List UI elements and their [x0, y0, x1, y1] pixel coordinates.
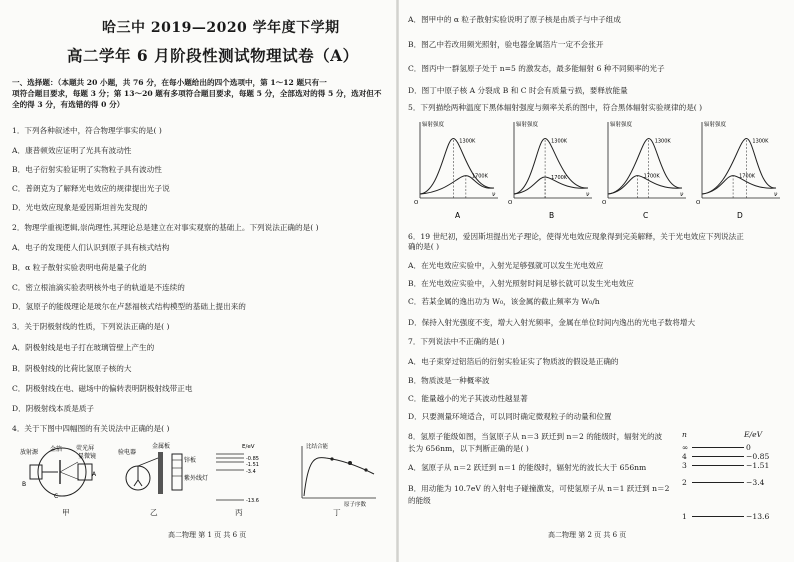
figure-bing-caption: 丙 — [235, 508, 243, 517]
q3-option-a: A．阴极射线是电子打在玻璃管壁上产生的 — [12, 343, 155, 352]
energy-level-2-n: 2 — [682, 478, 687, 487]
q4-option-a: A．图甲中的 α 粒子散射实验说明了原子核是由质子与中子组成 — [408, 15, 621, 24]
graph-origin: O — [414, 200, 419, 206]
figure-yi-caption: 乙 — [150, 508, 158, 517]
energy-e-header: E/eV — [744, 430, 763, 439]
q2-option-c: C．密立根油滴实验表明核外电子的轨道是不连续的 — [12, 283, 185, 292]
jia-label-foil: 金箔 — [50, 446, 63, 453]
temperature-label: 1700K — [739, 173, 756, 180]
q6-option-c: C．若某金属的逸出功为 W₀，该金属的截止频率为 W₀/h — [408, 297, 600, 306]
q7-option-b: B．物质波是一种概率波 — [408, 376, 490, 385]
graph-letter: C — [643, 211, 649, 220]
q7-option-a: A．电子束穿过铝箔后的衍射实验证实了物质波的假设是正确的 — [408, 357, 619, 366]
temperature-label: 1300K — [752, 138, 769, 145]
figure-ding-binding-energy — [292, 440, 380, 510]
yi-label-zinc-plate: 锌板 — [184, 457, 197, 464]
instructions-line-1: 一、选择题：（本题共 20 小题，共 76 分，在每小题给出的四个选项中，第 1～12 题只有一 — [12, 78, 327, 87]
q1-stem: 1．下列各种叙述中，符合物理学事实的是( ) — [12, 126, 162, 135]
temperature-label: 1300K — [551, 138, 568, 145]
ding-axis-y-label: 比结合能 — [306, 444, 329, 450]
left-page-footer: 高二物理 第 1 页 共 6 页 — [168, 531, 247, 539]
curve-high-temp — [420, 139, 494, 195]
graph-y-label: 辐射强度 — [516, 122, 539, 128]
graph-x-label: ν — [680, 191, 684, 198]
energy-n-header: n — [682, 430, 687, 439]
q7-stem: 7．下列说法中不正确的是( ) — [408, 337, 505, 346]
energy-level-2-e: −3.4 — [746, 478, 765, 487]
bing-level-1: -0.85 — [246, 456, 259, 462]
figure-yi-electroscope — [118, 440, 210, 510]
figure-jia-alpha-scattering — [20, 440, 100, 510]
q6-stem-line-1: 6．19 世纪初，爱因斯坦提出光子理论，使得光电效应现象得到完美解释，关于光电效应下列说法正 — [408, 232, 744, 241]
q3-option-c: C．阴极射线在电、磁场中的偏转表明阴极射线带正电 — [12, 384, 193, 393]
energy-level-2-line — [692, 482, 744, 483]
jia-label-screen: 荧光屏 — [76, 445, 95, 452]
q1-option-c: C．普朗克为了解释光电效应的规律提出光子说 — [12, 184, 170, 193]
blackbody-graph-d — [696, 120, 780, 220]
ding-axis-x-label: 原子序数 — [344, 502, 367, 508]
energy-level-inf-n: ∞ — [682, 443, 689, 452]
instructions-line-3: 全的得 3 分，有选错的得 0 分） — [12, 100, 125, 109]
right-page — [400, 0, 794, 562]
q1-option-b: B．电子衍射实验证明了实物粒子具有波动性 — [12, 165, 162, 174]
bing-level-4: -13.6 — [246, 498, 259, 504]
left-page — [0, 0, 396, 562]
energy-level-3-e: −1.51 — [746, 461, 770, 470]
q6-option-b: B．在光电效应实验中，入射光照射时间足够长就可以发生光电效应 — [408, 279, 634, 288]
instructions-line-2: 项符合题目要求，每题 3 分；第 13～20 题有多项符合题目要求，每题 5 分，全部选对的得 5 分，选对但不 — [12, 89, 382, 98]
q1-option-a: A．康普顿效应证明了光具有波动性 — [12, 146, 132, 155]
bing-unit-label: E/eV — [242, 444, 255, 450]
exam-school-title: 哈三中 2019—2020 学年度下学期 — [102, 20, 340, 36]
graph-y-label: 辐射强度 — [704, 122, 727, 128]
graph-y-label: 辐射强度 — [422, 122, 445, 128]
q6-option-d: D．保持入射光强度不变，增大入射光频率，金属在单位时间内逸出的光电子数将增大 — [408, 318, 696, 327]
q8-option-b-line-2: 的能级 — [408, 496, 431, 505]
q6-option-a: A．在光电效应实验中，入射光足够强就可以发生光电效应 — [408, 261, 604, 270]
blackbody-graph-a — [414, 120, 498, 220]
q2-option-b: B．α 粒子散射实验表明电荷是量子化的 — [12, 263, 147, 272]
curve-high-temp — [608, 139, 682, 195]
q3-option-d: D．阴极射线本质是质子 — [12, 404, 95, 413]
curve-high-temp — [702, 139, 776, 195]
bing-level-2: -1.51 — [246, 462, 259, 468]
q2-option-a: A．电子的发现使人们认识到原子具有核式结构 — [12, 243, 170, 252]
q5-stem: 5．下列描绘两种温度下黑体辐射强度与频率关系的图中，符合黑体辐射实验规律的是( ) — [408, 103, 703, 112]
jia-letter-c: C — [54, 493, 59, 500]
q3-option-b: B．阴极射线的比荷比氢原子核的大 — [12, 364, 132, 373]
figure-jia-caption: 甲 — [62, 508, 70, 517]
energy-level-4-n: 4 — [682, 452, 687, 461]
q4-option-b: B．图乙中若改用频光照射，验电器金属箔片一定不会张开 — [408, 40, 604, 49]
graph-origin: O — [602, 200, 607, 206]
q3-stem: 3．关于阴极射线的性质，下列说法正确的是( ) — [12, 322, 170, 331]
q2-stem: 2．物理学重视逻辑,崇尚理性,其理论总是建立在对事实观察的基础上。下列说法正确的是( ) — [12, 223, 319, 232]
graph-x-label: ν — [586, 191, 590, 198]
bing-level-3: -3.4 — [246, 469, 256, 475]
q8-stem-line-2: 长为 656nm，以下判断正确的是( ) — [408, 444, 529, 453]
graph-x-label: ν — [492, 191, 496, 198]
energy-level-4-line — [692, 456, 744, 457]
yi-label-electroscope: 验电器 — [118, 449, 137, 456]
q4-option-d: D．图丁中原子核 A 分裂成 B 和 C 时会有质量亏损，要释放能量 — [408, 86, 628, 95]
blackbody-graph-c — [602, 120, 686, 220]
q7-option-c: C．能量越小的光子其波动性越显著 — [408, 394, 528, 403]
exam-paper-title: 高二学年 6 月阶段性测试物理试卷（A） — [67, 46, 359, 65]
q5-graphs — [412, 118, 792, 226]
yi-label-metal-plate: 金属板 — [152, 443, 171, 450]
blackbody-graph-set — [412, 118, 792, 226]
temperature-label: 1700K — [643, 173, 660, 180]
energy-level-1-line — [692, 516, 744, 517]
figure-ding-caption: 丁 — [333, 508, 341, 517]
graph-origin: O — [508, 200, 513, 206]
q8-option-b-line-1: B．用动能为 10.7eV 的入射电子碰撞激发，可使氢原子从 n＝1 跃迁到 n＝2 — [408, 484, 670, 493]
q2-option-d: D．氢原子的能级理论是玻尔在卢瑟福核式结构模型的基础上提出来的 — [12, 302, 246, 311]
q6-stem-line-2: 确的是( ) — [408, 242, 440, 251]
graph-letter: D — [737, 211, 743, 220]
jia-label-microscope: 显微镜 — [78, 453, 97, 460]
jia-letter-b: B — [22, 481, 27, 488]
curve-high-temp — [514, 139, 588, 195]
energy-level-inf-line — [692, 447, 744, 448]
graph-x-label: ν — [774, 191, 778, 198]
q1-option-d: D．光电效应现象是爱因斯坦首先发现的 — [12, 203, 148, 212]
energy-level-1-e: −13.6 — [746, 512, 770, 521]
jia-label-source: 放射源 — [20, 449, 39, 456]
right-page-footer: 高二物理 第 2 页 共 6 页 — [548, 531, 627, 539]
q4-option-c: C．图丙中一群氢原子处于 n=5 的激发态，最多能辐射 6 种不同频率的光子 — [408, 64, 665, 73]
temperature-label: 1300K — [459, 138, 476, 145]
energy-level-1-n: 1 — [682, 512, 687, 521]
energy-level-4-e: −0.85 — [746, 452, 770, 461]
q8-stem-line-1: 8．氢原子能级如图，当氢原子从 n＝3 跃迁到 n＝2 的能级时，辐射光的波 — [408, 432, 663, 441]
jia-letter-a: A — [92, 471, 97, 478]
blackbody-graph-b — [508, 120, 592, 220]
graph-letter: A — [455, 211, 461, 220]
energy-level-3-line — [692, 465, 744, 466]
energy-level-3-n: 3 — [682, 461, 687, 470]
temperature-label: 1300K — [654, 138, 671, 145]
q8-option-a: A．氢原子从 n＝2 跃迁到 n＝1 的能级时，辐射光的波长大于 656nm — [408, 463, 647, 472]
figure-bing-energy-levels — [212, 440, 270, 510]
yi-label-uv-lamp: 紫外线灯 — [184, 475, 209, 482]
q7-option-d: D．只要测量环境适合，可以同时确定微观粒子的动量和位置 — [408, 412, 612, 421]
page-fold — [396, 0, 399, 562]
q4-stem: 4．关于下图中四幅图的有关说法中正确的是( ) — [12, 424, 170, 433]
graph-y-label: 辐射强度 — [610, 122, 633, 128]
temperature-label: 1700K — [471, 173, 488, 180]
graph-origin: O — [696, 200, 701, 206]
energy-level-inf-e: 0 — [746, 443, 751, 452]
graph-letter: B — [549, 211, 555, 220]
temperature-label: 1700K — [551, 175, 568, 181]
hydrogen-energy-diagram — [682, 430, 792, 526]
